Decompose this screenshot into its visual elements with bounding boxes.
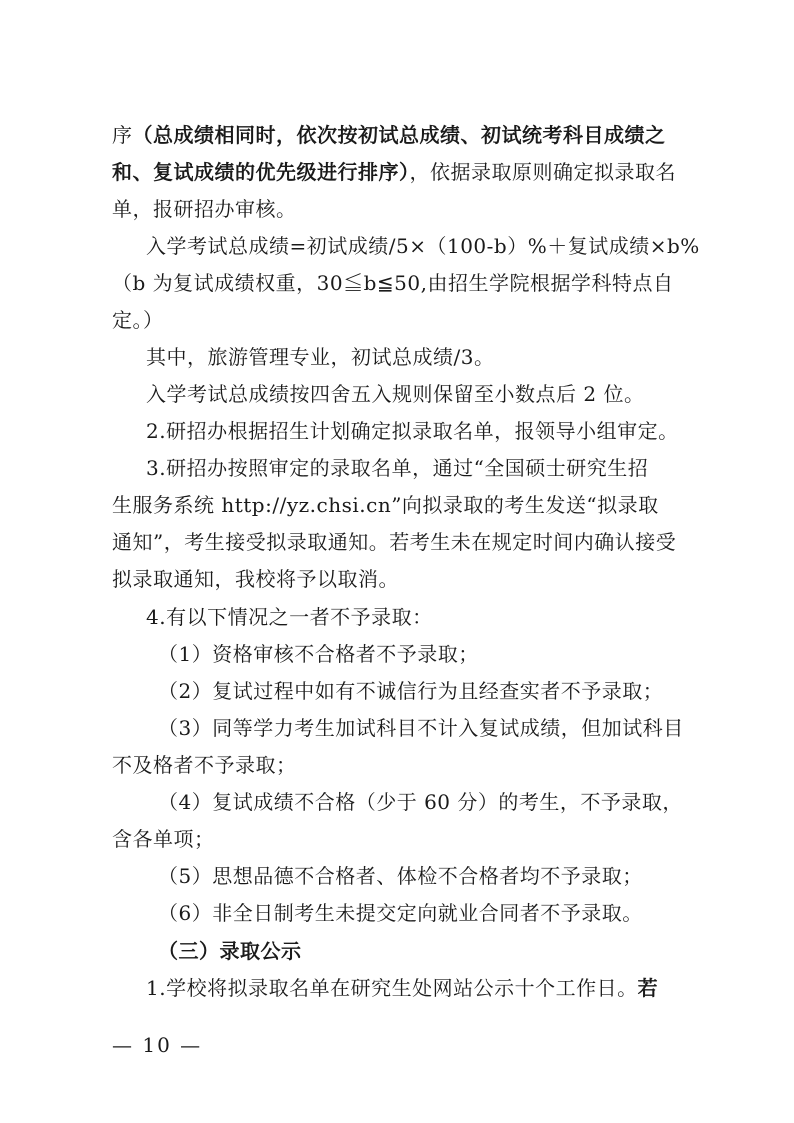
text-run: 序 xyxy=(112,123,133,147)
paragraph-line: 入学考试总成绩按四舍五入规则保留至小数点后 2 位。 xyxy=(146,382,645,406)
bold-text-run: 和、复试成绩的优先级进行排序） xyxy=(112,160,410,184)
list-item: 4.有以下情况之一者不予录取： xyxy=(146,605,433,629)
page-number: — 10 — xyxy=(112,1033,203,1057)
list-item: 3.研招办按照审定的录取名单，通过“全国硕士研究生招 xyxy=(146,456,649,480)
section-heading: （三）录取公示 xyxy=(158,939,302,963)
text-run: ，依据录取原则确定拟录取名 xyxy=(409,160,676,184)
sub-item: （1）资格审核不合格者不予录取； xyxy=(158,642,479,666)
sub-item: （4）复试成绩不合格（少于 60 分）的考生，不予录取， xyxy=(158,790,683,814)
bold-text-run: 若 xyxy=(637,976,659,1000)
formula-line: 入学考试总成绩=初试成绩/5×（100-b）%＋复试成绩×b% xyxy=(146,234,700,258)
formula-note-line: （b 为复试成绩权重，30≦b≦50,由招生学院根据学科特点自 xyxy=(112,271,674,295)
paragraph-line xyxy=(112,159,692,185)
sub-item: （3）同等学力考生加试科目不计入复试成绩，但加试科目 xyxy=(158,716,684,740)
paragraph-line: 单，报研招办审核。 xyxy=(112,197,297,221)
formula-note-line: 定。） xyxy=(112,308,164,332)
paragraph-line xyxy=(146,975,692,1001)
sub-item: （2）复试过程中如有不诚信行为且经查实者不予录取； xyxy=(158,679,664,703)
bold-text-run: （总成绩相同时，依次按初试总成绩、初试统考科目成绩之 xyxy=(132,123,666,147)
sub-item: （5）思想品德不合格者、体检不合格者均不予录取； xyxy=(158,864,643,888)
sub-item-line: 含各单项； xyxy=(112,827,215,851)
list-item-line: 生服务系统 http://yz.chsi.cn”向拟录取的考生发送“拟录取 xyxy=(112,493,659,517)
sub-item: （6）非全日制考生未提交定向就业合同者不予录取。 xyxy=(158,901,643,925)
list-item-line: 通知”，考生接受拟录取通知。若考生未在规定时间内确认接受 xyxy=(112,530,677,554)
paragraph-line xyxy=(112,122,692,148)
paragraph-line: 其中，旅游管理专业，初试总成绩/3。 xyxy=(146,345,495,369)
text-run: 1.学校将拟录取名单在研究生处网站公示十个工作日。 xyxy=(146,976,638,1000)
list-item-line: 拟录取通知，我校将予以取消。 xyxy=(112,567,399,591)
sub-item-line: 不及格者不予录取； xyxy=(112,753,297,777)
list-item: 2.研招办根据招生计划确定拟录取名单，报领导小组审定。 xyxy=(146,419,679,443)
